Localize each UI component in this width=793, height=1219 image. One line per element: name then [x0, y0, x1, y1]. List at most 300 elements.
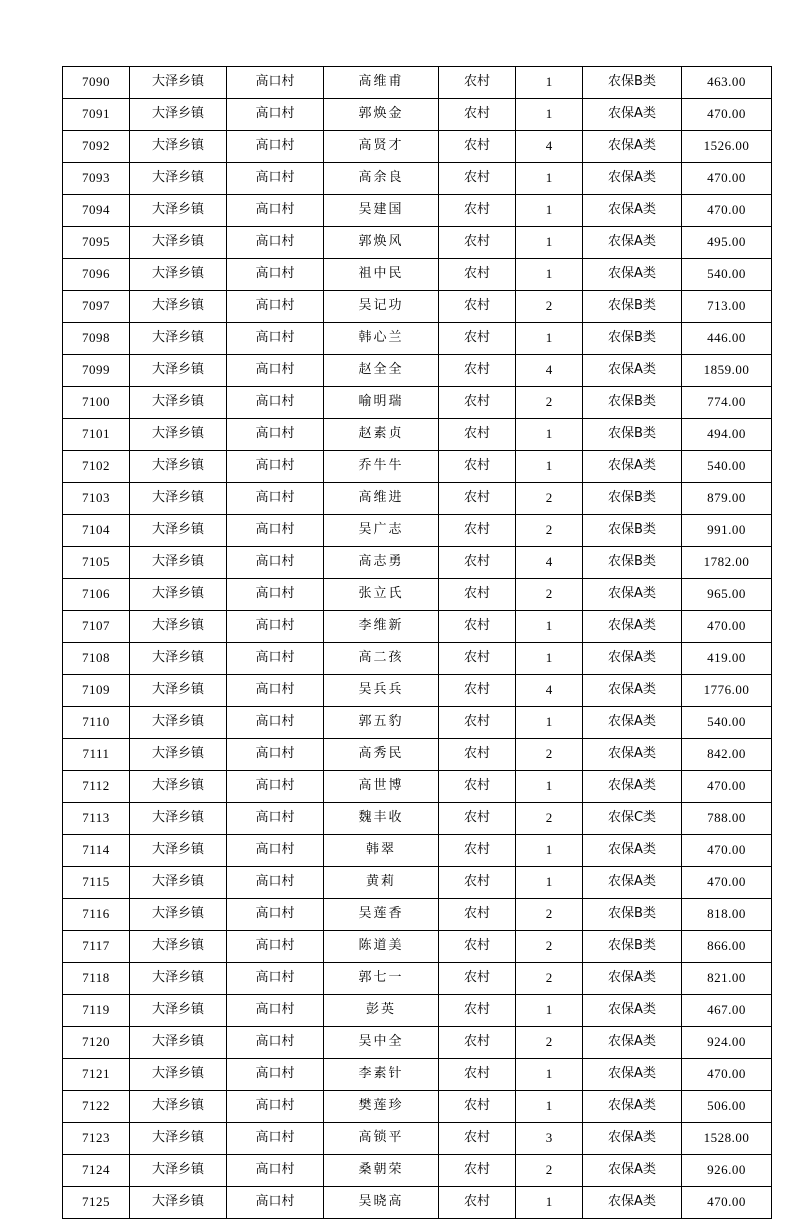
table-row	[63, 515, 772, 547]
cell-count: 1	[516, 451, 583, 483]
cell-count: 2	[516, 1027, 583, 1059]
table-row	[63, 547, 772, 579]
cell-amount: 965.00	[682, 579, 772, 611]
cell-name: 张立氏	[324, 579, 439, 611]
cell-id: 7098	[63, 323, 130, 355]
table-row	[63, 259, 772, 291]
cell-category: 农保A类	[583, 227, 682, 259]
cell-count: 1	[516, 995, 583, 1027]
cell-id: 7101	[63, 419, 130, 451]
cell-amount: 540.00	[682, 451, 772, 483]
cell-village: 高口村	[227, 355, 324, 387]
cell-name: 高维甫	[324, 67, 439, 99]
cell-name: 樊莲珍	[324, 1091, 439, 1123]
table-row	[63, 163, 772, 195]
cell-id: 7108	[63, 643, 130, 675]
cell-amount: 1776.00	[682, 675, 772, 707]
cell-id: 7093	[63, 163, 130, 195]
cell-village: 高口村	[227, 1027, 324, 1059]
cell-amount: 1782.00	[682, 547, 772, 579]
cell-village: 高口村	[227, 163, 324, 195]
cell-name: 吴中全	[324, 1027, 439, 1059]
cell-name: 高维进	[324, 483, 439, 515]
cell-type: 农村	[439, 323, 516, 355]
cell-amount: 470.00	[682, 1059, 772, 1091]
cell-id: 7091	[63, 99, 130, 131]
table-row	[63, 1187, 772, 1219]
table-row	[63, 1155, 772, 1187]
cell-type: 农村	[439, 995, 516, 1027]
cell-id: 7116	[63, 899, 130, 931]
table-row	[63, 99, 772, 131]
cell-type: 农村	[439, 547, 516, 579]
cell-name: 李素针	[324, 1059, 439, 1091]
cell-category: 农保B类	[583, 387, 682, 419]
cell-id: 7121	[63, 1059, 130, 1091]
table-row	[63, 227, 772, 259]
cell-town: 大泽乡镇	[130, 163, 227, 195]
cell-category: 农保B类	[583, 899, 682, 931]
cell-village: 高口村	[227, 483, 324, 515]
cell-town: 大泽乡镇	[130, 1155, 227, 1187]
cell-village: 高口村	[227, 195, 324, 227]
cell-village: 高口村	[227, 867, 324, 899]
cell-amount: 470.00	[682, 771, 772, 803]
cell-category: 农保A类	[583, 1187, 682, 1219]
cell-town: 大泽乡镇	[130, 707, 227, 739]
cell-count: 1	[516, 771, 583, 803]
cell-town: 大泽乡镇	[130, 803, 227, 835]
cell-type: 农村	[439, 99, 516, 131]
cell-category: 农保A类	[583, 739, 682, 771]
cell-type: 农村	[439, 675, 516, 707]
cell-name: 高志勇	[324, 547, 439, 579]
cell-town: 大泽乡镇	[130, 99, 227, 131]
cell-name: 桑朝荣	[324, 1155, 439, 1187]
cell-name: 陈道美	[324, 931, 439, 963]
cell-amount: 540.00	[682, 707, 772, 739]
table-row	[63, 899, 772, 931]
cell-village: 高口村	[227, 227, 324, 259]
cell-category: 农保C类	[583, 803, 682, 835]
cell-name: 吴广志	[324, 515, 439, 547]
table-row	[63, 195, 772, 227]
cell-id: 7109	[63, 675, 130, 707]
cell-village: 高口村	[227, 995, 324, 1027]
cell-type: 农村	[439, 739, 516, 771]
cell-count: 1	[516, 611, 583, 643]
cell-category: 农保A类	[583, 259, 682, 291]
cell-category: 农保B类	[583, 323, 682, 355]
cell-category: 农保A类	[583, 867, 682, 899]
cell-count: 2	[516, 739, 583, 771]
cell-name: 郭焕金	[324, 99, 439, 131]
cell-town: 大泽乡镇	[130, 323, 227, 355]
cell-type: 农村	[439, 515, 516, 547]
cell-name: 高贤才	[324, 131, 439, 163]
cell-village: 高口村	[227, 643, 324, 675]
cell-count: 1	[516, 867, 583, 899]
cell-type: 农村	[439, 291, 516, 323]
cell-town: 大泽乡镇	[130, 867, 227, 899]
cell-town: 大泽乡镇	[130, 291, 227, 323]
cell-category: 农保A类	[583, 579, 682, 611]
cell-type: 农村	[439, 67, 516, 99]
cell-count: 2	[516, 579, 583, 611]
cell-village: 高口村	[227, 131, 324, 163]
cell-count: 1	[516, 707, 583, 739]
cell-id: 7110	[63, 707, 130, 739]
cell-id: 7115	[63, 867, 130, 899]
cell-category: 农保A类	[583, 131, 682, 163]
cell-count: 2	[516, 963, 583, 995]
table-row	[63, 483, 772, 515]
cell-town: 大泽乡镇	[130, 1091, 227, 1123]
cell-type: 农村	[439, 931, 516, 963]
cell-name: 祖中民	[324, 259, 439, 291]
cell-type: 农村	[439, 195, 516, 227]
cell-id: 7095	[63, 227, 130, 259]
cell-type: 农村	[439, 835, 516, 867]
cell-village: 高口村	[227, 1091, 324, 1123]
cell-amount: 506.00	[682, 1091, 772, 1123]
cell-type: 农村	[439, 355, 516, 387]
cell-category: 农保B类	[583, 547, 682, 579]
cell-village: 高口村	[227, 259, 324, 291]
cell-town: 大泽乡镇	[130, 451, 227, 483]
cell-village: 高口村	[227, 611, 324, 643]
cell-village: 高口村	[227, 1059, 324, 1091]
cell-count: 2	[516, 899, 583, 931]
cell-name: 黄莉	[324, 867, 439, 899]
cell-town: 大泽乡镇	[130, 579, 227, 611]
cell-town: 大泽乡镇	[130, 195, 227, 227]
cell-amount: 470.00	[682, 611, 772, 643]
cell-category: 农保A类	[583, 1091, 682, 1123]
table-row	[63, 419, 772, 451]
cell-name: 吴记功	[324, 291, 439, 323]
cell-category: 农保A类	[583, 771, 682, 803]
cell-amount: 470.00	[682, 835, 772, 867]
cell-id: 7125	[63, 1187, 130, 1219]
cell-village: 高口村	[227, 451, 324, 483]
cell-name: 高锁平	[324, 1123, 439, 1155]
cell-town: 大泽乡镇	[130, 1027, 227, 1059]
cell-category: 农保A类	[583, 1155, 682, 1187]
cell-amount: 1859.00	[682, 355, 772, 387]
table-row	[63, 771, 772, 803]
cell-village: 高口村	[227, 99, 324, 131]
cell-id: 7092	[63, 131, 130, 163]
cell-count: 1	[516, 1187, 583, 1219]
cell-amount: 446.00	[682, 323, 772, 355]
cell-category: 农保A类	[583, 195, 682, 227]
cell-count: 1	[516, 1091, 583, 1123]
cell-amount: 713.00	[682, 291, 772, 323]
cell-town: 大泽乡镇	[130, 67, 227, 99]
cell-town: 大泽乡镇	[130, 739, 227, 771]
cell-name: 郭五豹	[324, 707, 439, 739]
cell-id: 7097	[63, 291, 130, 323]
cell-category: 农保A类	[583, 611, 682, 643]
table-row	[63, 835, 772, 867]
cell-town: 大泽乡镇	[130, 419, 227, 451]
cell-count: 2	[516, 803, 583, 835]
cell-id: 7094	[63, 195, 130, 227]
cell-category: 农保B类	[583, 483, 682, 515]
cell-town: 大泽乡镇	[130, 515, 227, 547]
cell-count: 2	[516, 1155, 583, 1187]
cell-type: 农村	[439, 163, 516, 195]
cell-type: 农村	[439, 1059, 516, 1091]
cell-village: 高口村	[227, 1187, 324, 1219]
cell-type: 农村	[439, 899, 516, 931]
cell-category: 农保B类	[583, 515, 682, 547]
cell-category: 农保A类	[583, 995, 682, 1027]
cell-category: 农保A类	[583, 1059, 682, 1091]
cell-amount: 495.00	[682, 227, 772, 259]
cell-name: 高秀民	[324, 739, 439, 771]
table-row	[63, 1091, 772, 1123]
table-row	[63, 131, 772, 163]
cell-village: 高口村	[227, 739, 324, 771]
cell-type: 农村	[439, 451, 516, 483]
cell-amount: 879.00	[682, 483, 772, 515]
cell-count: 2	[516, 291, 583, 323]
cell-village: 高口村	[227, 931, 324, 963]
cell-count: 4	[516, 131, 583, 163]
subsidy-table	[62, 66, 772, 1219]
cell-village: 高口村	[227, 515, 324, 547]
cell-village: 高口村	[227, 579, 324, 611]
cell-town: 大泽乡镇	[130, 1059, 227, 1091]
cell-count: 1	[516, 323, 583, 355]
cell-type: 农村	[439, 867, 516, 899]
table-row	[63, 643, 772, 675]
cell-town: 大泽乡镇	[130, 771, 227, 803]
cell-amount: 540.00	[682, 259, 772, 291]
cell-name: 吴兵兵	[324, 675, 439, 707]
cell-village: 高口村	[227, 291, 324, 323]
cell-amount: 470.00	[682, 867, 772, 899]
table-row	[63, 931, 772, 963]
table-row	[63, 291, 772, 323]
cell-id: 7119	[63, 995, 130, 1027]
cell-category: 农保A类	[583, 707, 682, 739]
cell-id: 7112	[63, 771, 130, 803]
cell-category: 农保A类	[583, 1027, 682, 1059]
cell-name: 高余良	[324, 163, 439, 195]
cell-amount: 991.00	[682, 515, 772, 547]
cell-amount: 788.00	[682, 803, 772, 835]
cell-amount: 470.00	[682, 195, 772, 227]
cell-amount: 866.00	[682, 931, 772, 963]
cell-type: 农村	[439, 1187, 516, 1219]
table-row	[63, 355, 772, 387]
cell-count: 1	[516, 835, 583, 867]
cell-type: 农村	[439, 387, 516, 419]
cell-name: 喻明瑞	[324, 387, 439, 419]
cell-category: 农保B类	[583, 419, 682, 451]
cell-name: 乔牛牛	[324, 451, 439, 483]
table-row	[63, 67, 772, 99]
cell-type: 农村	[439, 259, 516, 291]
cell-amount: 463.00	[682, 67, 772, 99]
cell-type: 农村	[439, 643, 516, 675]
cell-village: 高口村	[227, 547, 324, 579]
cell-count: 1	[516, 259, 583, 291]
cell-amount: 494.00	[682, 419, 772, 451]
cell-category: 农保A类	[583, 99, 682, 131]
cell-count: 1	[516, 99, 583, 131]
cell-village: 高口村	[227, 675, 324, 707]
cell-name: 吴建国	[324, 195, 439, 227]
table-row	[63, 803, 772, 835]
cell-village: 高口村	[227, 1155, 324, 1187]
cell-village: 高口村	[227, 771, 324, 803]
cell-town: 大泽乡镇	[130, 547, 227, 579]
cell-type: 农村	[439, 1123, 516, 1155]
table-row	[63, 387, 772, 419]
cell-id: 7120	[63, 1027, 130, 1059]
cell-name: 韩翠	[324, 835, 439, 867]
cell-category: 农保A类	[583, 835, 682, 867]
cell-town: 大泽乡镇	[130, 1123, 227, 1155]
cell-amount: 470.00	[682, 1187, 772, 1219]
table-row	[63, 963, 772, 995]
cell-type: 农村	[439, 483, 516, 515]
cell-name: 吴晓高	[324, 1187, 439, 1219]
cell-name: 赵素贞	[324, 419, 439, 451]
cell-town: 大泽乡镇	[130, 835, 227, 867]
cell-town: 大泽乡镇	[130, 963, 227, 995]
cell-id: 7111	[63, 739, 130, 771]
cell-amount: 842.00	[682, 739, 772, 771]
cell-id: 7102	[63, 451, 130, 483]
cell-name: 赵全全	[324, 355, 439, 387]
cell-type: 农村	[439, 131, 516, 163]
cell-id: 7105	[63, 547, 130, 579]
cell-type: 农村	[439, 579, 516, 611]
cell-count: 1	[516, 419, 583, 451]
cell-amount: 470.00	[682, 99, 772, 131]
cell-count: 3	[516, 1123, 583, 1155]
cell-id: 7107	[63, 611, 130, 643]
cell-amount: 1528.00	[682, 1123, 772, 1155]
cell-count: 2	[516, 387, 583, 419]
cell-amount: 419.00	[682, 643, 772, 675]
cell-type: 农村	[439, 1091, 516, 1123]
cell-id: 7117	[63, 931, 130, 963]
cell-name: 高世博	[324, 771, 439, 803]
cell-amount: 821.00	[682, 963, 772, 995]
cell-type: 农村	[439, 611, 516, 643]
cell-town: 大泽乡镇	[130, 387, 227, 419]
cell-count: 1	[516, 1059, 583, 1091]
table-row	[63, 1123, 772, 1155]
cell-count: 1	[516, 163, 583, 195]
cell-village: 高口村	[227, 419, 324, 451]
cell-count: 2	[516, 515, 583, 547]
cell-name: 郭焕风	[324, 227, 439, 259]
cell-amount: 1526.00	[682, 131, 772, 163]
table-row	[63, 611, 772, 643]
cell-id: 7124	[63, 1155, 130, 1187]
cell-category: 农保A类	[583, 963, 682, 995]
cell-village: 高口村	[227, 835, 324, 867]
cell-category: 农保B类	[583, 931, 682, 963]
cell-type: 农村	[439, 707, 516, 739]
cell-count: 1	[516, 195, 583, 227]
cell-town: 大泽乡镇	[130, 483, 227, 515]
cell-amount: 818.00	[682, 899, 772, 931]
cell-count: 4	[516, 547, 583, 579]
cell-type: 农村	[439, 771, 516, 803]
cell-id: 7122	[63, 1091, 130, 1123]
cell-village: 高口村	[227, 387, 324, 419]
cell-id: 7100	[63, 387, 130, 419]
cell-category: 农保B类	[583, 67, 682, 99]
cell-category: 农保B类	[583, 291, 682, 323]
table-row	[63, 451, 772, 483]
table-row	[63, 1027, 772, 1059]
cell-count: 4	[516, 675, 583, 707]
cell-amount: 467.00	[682, 995, 772, 1027]
cell-village: 高口村	[227, 707, 324, 739]
cell-town: 大泽乡镇	[130, 131, 227, 163]
cell-town: 大泽乡镇	[130, 355, 227, 387]
cell-category: 农保A类	[583, 451, 682, 483]
cell-name: 高二孩	[324, 643, 439, 675]
cell-id: 7118	[63, 963, 130, 995]
cell-id: 7123	[63, 1123, 130, 1155]
cell-type: 农村	[439, 963, 516, 995]
cell-village: 高口村	[227, 67, 324, 99]
cell-village: 高口村	[227, 1123, 324, 1155]
cell-count: 2	[516, 931, 583, 963]
cell-name: 吴莲香	[324, 899, 439, 931]
cell-name: 郭七一	[324, 963, 439, 995]
cell-name: 魏丰收	[324, 803, 439, 835]
cell-name: 彭英	[324, 995, 439, 1027]
table-body	[63, 67, 772, 1219]
cell-id: 7106	[63, 579, 130, 611]
cell-town: 大泽乡镇	[130, 899, 227, 931]
cell-count: 2	[516, 483, 583, 515]
cell-id: 7114	[63, 835, 130, 867]
cell-count: 1	[516, 67, 583, 99]
table-row	[63, 675, 772, 707]
cell-category: 农保A类	[583, 355, 682, 387]
cell-id: 7090	[63, 67, 130, 99]
cell-town: 大泽乡镇	[130, 995, 227, 1027]
cell-count: 4	[516, 355, 583, 387]
cell-village: 高口村	[227, 803, 324, 835]
cell-category: 农保A类	[583, 675, 682, 707]
table-row	[63, 323, 772, 355]
table-row	[63, 707, 772, 739]
cell-category: 农保A类	[583, 643, 682, 675]
cell-category: 农保A类	[583, 163, 682, 195]
table-row	[63, 867, 772, 899]
cell-type: 农村	[439, 803, 516, 835]
table-row	[63, 579, 772, 611]
cell-id: 7099	[63, 355, 130, 387]
cell-amount: 774.00	[682, 387, 772, 419]
table-row	[63, 1059, 772, 1091]
cell-type: 农村	[439, 1027, 516, 1059]
cell-id: 7103	[63, 483, 130, 515]
